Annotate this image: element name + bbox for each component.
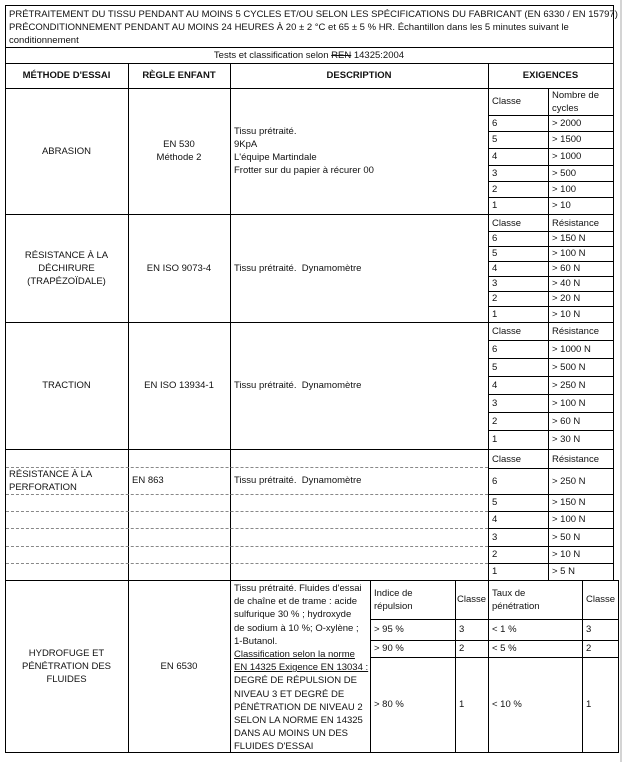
col-divider	[618, 580, 619, 752]
fluids-desc-caps: NIVEAU 3 ET DEGRÉ DE	[234, 688, 345, 700]
tear-classe: 1	[492, 308, 498, 320]
tear-value: > 10 N	[552, 308, 581, 320]
abrasion-desc-line: 9KpA	[234, 139, 258, 150]
dashed-divider	[6, 511, 488, 512]
fluids-desc-caps: DEGRÉ DE RÉPULSION DE	[234, 675, 357, 687]
traction-classe: 4	[492, 379, 498, 391]
traction-method: TRACTION	[42, 380, 91, 391]
perforation-classe: 4	[492, 514, 498, 525]
perforation-classe: 6	[492, 475, 498, 487]
fluids-repulsion: > 80 %	[374, 699, 404, 710]
abrasion-desc-line: L'équipe Martindale	[234, 152, 317, 163]
perforation-col-resistance: Résistance	[552, 453, 599, 465]
fluids-method-line: FLUIDES	[46, 673, 87, 685]
tear-col-classe: Classe	[492, 217, 522, 229]
tear-method-line: RÉSISTANCE À LA	[24, 249, 109, 261]
fluids-head-classe: Classe	[457, 594, 487, 605]
tear-classe: 6	[492, 233, 498, 244]
traction-description: Tissu prétraité. Dynamomètre	[234, 380, 362, 391]
abrasion-value: > 2000	[552, 117, 582, 129]
traction-classe: 2	[492, 415, 498, 427]
abrasion-value: > 1500	[552, 134, 582, 145]
traction-col-resistance: Résistance	[552, 326, 599, 337]
tests-suffix: 14325:2004	[351, 50, 405, 61]
fluids-head-penetration-line: Taux de	[492, 587, 526, 599]
fluids-head-repulsion-line: Indice de	[374, 587, 413, 599]
perforation-value: > 5 N	[552, 566, 575, 577]
traction-classe: 5	[492, 361, 498, 373]
fluids-desc-line: Tissu prétraité. Fluides d'essai	[234, 583, 362, 594]
fluids-method-line: HYDROFUGE ET	[28, 647, 105, 659]
header-description: DESCRIPTION	[326, 70, 392, 81]
header-rule: RÈGLE ENFANT	[142, 70, 216, 81]
fluids-desc-line: de sodium à 10 %; O-xylène ;	[234, 622, 359, 634]
fluids-classe-p: 2	[586, 643, 592, 654]
abrasion-col-cycles	[548, 88, 613, 115]
abrasion-classe: 1	[492, 200, 498, 211]
perforation-classe: 1	[492, 566, 498, 577]
tear-value: > 150 N	[552, 233, 586, 244]
dashed-divider	[6, 546, 488, 547]
perforation-classe: 3	[492, 531, 498, 543]
tear-description: Tissu prétraité. Dynamomètre	[234, 262, 362, 274]
header-requirements: EXIGENCES	[522, 70, 579, 81]
traction-rule: EN ISO 13934-1	[144, 380, 214, 391]
fluids-desc-line: 1-Butanol.	[234, 635, 278, 647]
tear-value: > 40 N	[552, 278, 581, 289]
fluids-classe-p: 3	[586, 624, 592, 635]
perforation-value: > 10 N	[552, 549, 581, 560]
fluids-repulsion: > 95 %	[374, 624, 404, 635]
traction-value: > 500 N	[552, 361, 586, 373]
perforation-col-classe: Classe	[492, 453, 522, 465]
abrasion-classe: 6	[492, 117, 498, 129]
fluids-repulsion: > 90 %	[374, 643, 404, 654]
abrasion-col-cycles-line-2: cycles	[552, 102, 579, 114]
perforation-classe: 5	[492, 497, 498, 508]
tear-value: > 60 N	[552, 263, 581, 274]
fluids-rule: EN 6530	[160, 660, 198, 672]
fluids-head-repulsion-line: répulsion	[374, 600, 413, 612]
tear-method-line: DÉCHIRURE	[38, 262, 95, 274]
fluids-method-line: PÉNÉTRATION DES	[21, 660, 112, 672]
abrasion-classe: 3	[492, 167, 498, 179]
tear-value: > 100 N	[552, 248, 586, 259]
abrasion-value: > 100	[552, 183, 577, 195]
abrasion-rule	[128, 88, 230, 214]
tear-col-resistance: Résistance	[552, 217, 599, 229]
traction-value: > 30 N	[552, 434, 581, 445]
perforation-method-line: PERFORATION	[9, 481, 77, 493]
fluids-classe-r: 1	[459, 699, 465, 710]
tear-classe: 2	[492, 293, 498, 304]
fluids-penetration: < 1 %	[492, 624, 517, 635]
fluids-desc-underlined: EN 14325 Exigence EN 13034 :	[234, 662, 369, 674]
abrasion-description	[230, 88, 488, 214]
traction-value: > 250 N	[552, 379, 586, 391]
tear-classe: 4	[492, 263, 498, 274]
tear-method-line: (TRAPÉZOÏDALE)	[27, 275, 106, 287]
abrasion-value: > 500	[552, 167, 577, 179]
perforation-classe: 2	[492, 549, 498, 560]
perforation-value: > 250 N	[552, 475, 586, 487]
header-method: MÉTHODE D'ESSAI	[22, 70, 111, 81]
abrasion-rule-line-1: EN 530	[163, 139, 195, 150]
abrasion-value: > 10	[552, 200, 571, 211]
fluids-desc-line: sulfurique 30 % ; hydroxyde	[234, 609, 352, 621]
fluids-classe-r: 3	[459, 624, 465, 635]
fluids-head-penetration	[488, 580, 582, 619]
intro-line-1: PRÉTRAITEMENT DU TISSU PENDANT AU MOINS 5 CYCLES ET/OU SELON LES SPÉCIFICATIONS DU FABRICANT (EN 6330 / EN 15797)	[9, 9, 618, 20]
abrasion-desc-line: Frotter sur du papier à récurer 00	[234, 165, 374, 176]
abrasion-method: ABRASION	[41, 145, 92, 157]
fluids-desc-caps: SELON LA NORME EN 14325	[234, 715, 363, 727]
fluids-classe-r: 2	[459, 643, 465, 654]
fluids-head-penetration-line: pénétration	[492, 600, 540, 612]
traction-value: > 60 N	[552, 415, 581, 427]
dashed-divider	[6, 563, 488, 564]
fluids-penetration: < 10 %	[492, 699, 522, 710]
fluids-method	[5, 580, 128, 752]
fluids-desc-caps: PÉNÉTRATION DE NIVEAU 2	[234, 701, 363, 713]
fluids-desc-underlined: Classification selon la norme	[234, 649, 355, 661]
abrasion-col-classe: Classe	[492, 96, 522, 107]
tear-classe: 3	[492, 278, 498, 289]
fluids-classe-p: 1	[586, 699, 592, 710]
abrasion-value: > 1000	[552, 151, 582, 162]
traction-col-classe: Classe	[492, 326, 522, 337]
perforation-value: > 50 N	[552, 531, 581, 543]
perforation-method-line: RÉSISTANCE À LA	[9, 468, 93, 480]
fluids-desc-caps: FLUIDES D'ESSAI	[234, 741, 314, 753]
tests-prefix: Tests et classification selon	[213, 50, 332, 61]
fluids-head-classe-2: Classe	[586, 594, 616, 605]
perforation-description: Tissu prétraité. Dynamomètre	[234, 475, 362, 486]
intro-line-2: PRÉCONDITIONNEMENT PENDANT AU MOINS 24 HEURES À 20 ± 2 °C et 65 ± 5 % HR. Échantillon dans les 5 minutes suivant le	[9, 22, 569, 33]
dashed-divider	[6, 494, 488, 495]
abrasion-desc-line: Tissu prétraité.	[234, 126, 297, 137]
dashed-divider	[6, 528, 488, 529]
perforation-value: > 150 N	[552, 497, 586, 508]
struck-text: REN	[331, 50, 352, 61]
perforation-value: > 100 N	[552, 514, 586, 525]
abrasion-classe: 5	[492, 134, 498, 145]
traction-classe: 3	[492, 397, 498, 409]
abrasion-rule-line-2: Méthode 2	[156, 152, 202, 163]
tear-classe: 5	[492, 248, 498, 259]
perforation-rule: EN 863	[132, 475, 164, 486]
perforation-method	[5, 467, 128, 494]
traction-classe: 1	[492, 434, 498, 445]
abrasion-col-cycles-line-1: Nombre de	[552, 89, 599, 101]
fluids-description	[230, 582, 370, 754]
traction-value: > 100 N	[552, 397, 586, 409]
fluids-penetration: < 5 %	[492, 643, 517, 654]
tear-rule: EN ISO 9073-4	[146, 262, 212, 274]
table-border-top	[5, 5, 614, 6]
abrasion-classe: 4	[492, 151, 498, 162]
traction-value: > 1000 N	[552, 343, 591, 355]
fluids-desc-line: de chaîne et de trame : acide	[234, 596, 358, 608]
divider	[5, 47, 614, 48]
tear-value: > 20 N	[552, 293, 581, 304]
traction-classe: 6	[492, 343, 498, 355]
tests-classification-caption	[5, 49, 613, 62]
fluids-desc-caps: DANS AU MOINS UN DES	[234, 728, 349, 740]
tear-method	[5, 214, 128, 322]
fluids-head-repulsion	[370, 580, 455, 619]
intro-line-3: conditionnement	[9, 35, 79, 46]
abrasion-classe: 2	[492, 183, 498, 195]
